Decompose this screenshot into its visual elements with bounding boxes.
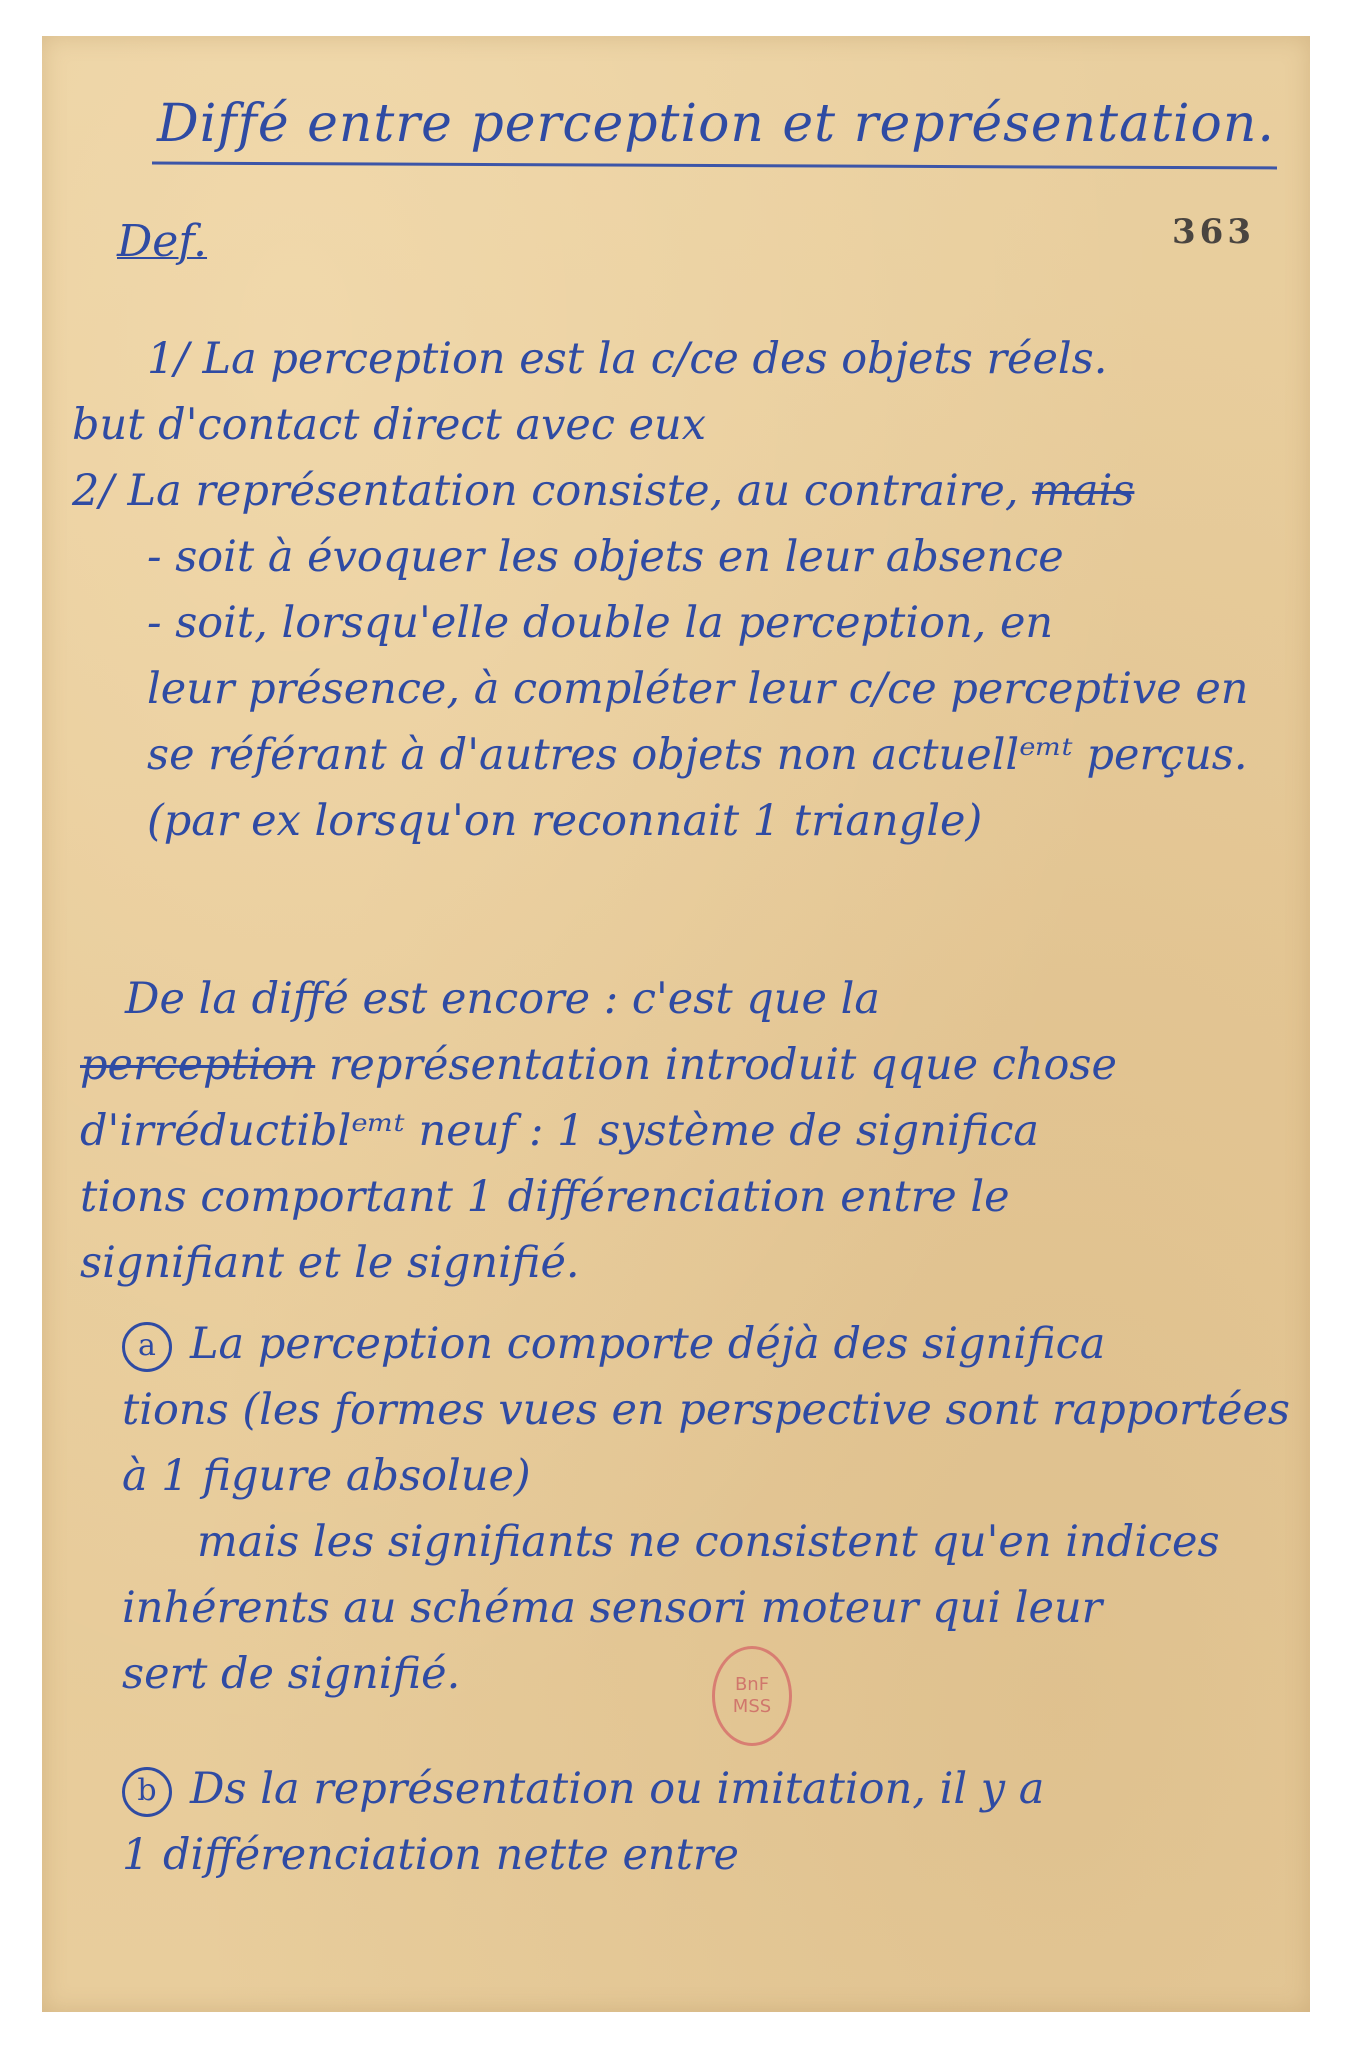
point-a-line-5: inhérents au schéma sensori moteur qui leur <box>122 1583 1103 1633</box>
definition-heading: Def. <box>117 216 208 267</box>
definition-2-line-4: leur présence, à compléter leur c/ce perceptive en <box>147 664 1249 714</box>
definition-2-text: 2/ La représentation consiste, au contraire, <box>72 466 1019 516</box>
definitions-block <box>72 326 1292 854</box>
main-line-3: d'irréductiblᵉᵐᵗ neuf : 1 système de significa <box>80 1106 1040 1156</box>
main-line-4: tions comportant 1 différenciation entre le <box>80 1172 1010 1222</box>
point-a-block <box>122 1311 1322 1707</box>
folio-number: 363 <box>1172 212 1255 252</box>
point-a-line-1 <box>122 1311 1322 1377</box>
point-a-line-2: tions (les formes vues en perspective sont rapportées <box>122 1385 1290 1435</box>
main-line-1: De la diffé est encore : c'est que la <box>125 974 880 1024</box>
definition-2-line-2: - soit à évoquer les objets en leur absence <box>147 532 1064 582</box>
page-title: Diffé entre perception et représentation. <box>157 94 1275 154</box>
definition-1-line-1: 1/ La perception est la c/ce des objets réels. <box>147 334 1108 384</box>
definition-1-line-2: but d'contact direct avec eux <box>72 400 706 450</box>
definition-2-line-1 <box>72 458 1292 524</box>
point-a-line-4: mais les signifiants ne consistent qu'en indices <box>197 1517 1220 1567</box>
main-paragraph <box>80 966 1300 1296</box>
point-a-label: a <box>122 1322 172 1372</box>
point-a-text: La perception comporte déjà des significa <box>190 1319 1106 1369</box>
point-a-line-6: sert de signifié. <box>122 1649 461 1699</box>
bnf-library-stamp <box>712 1646 792 1746</box>
point-b-block <box>122 1756 1322 1888</box>
point-a-line-3: à 1 figure absolue) <box>122 1451 531 1501</box>
stamp-line-1: BnF <box>734 1674 770 1695</box>
definition-2-line-5: se référant à d'autres objets non actuellᵉᵐᵗ perçus. <box>147 730 1248 780</box>
definition-2-line-6: (par ex lorsqu'on reconnait 1 triangle) <box>147 796 983 846</box>
struck-word: perception <box>80 1040 316 1090</box>
struck-word: mais <box>1032 466 1135 516</box>
point-b-label: b <box>122 1767 172 1817</box>
stamp-line-2: MSS <box>732 1696 772 1717</box>
title-underline <box>152 162 1277 170</box>
definition-2-line-3: - soit, lorsqu'elle double la perception, en <box>147 598 1054 648</box>
point-b-text: Ds la représentation ou imitation, il y a <box>190 1764 1045 1814</box>
point-b-line-1 <box>122 1756 1322 1822</box>
main-line-2-text: représentation introduit qque chose <box>328 1040 1117 1090</box>
manuscript-page <box>42 36 1310 2012</box>
point-b-line-2: 1 différenciation nette entre <box>122 1830 739 1880</box>
main-line-5: signifiant et le signifié. <box>80 1238 580 1288</box>
main-line-2 <box>80 1032 1300 1098</box>
